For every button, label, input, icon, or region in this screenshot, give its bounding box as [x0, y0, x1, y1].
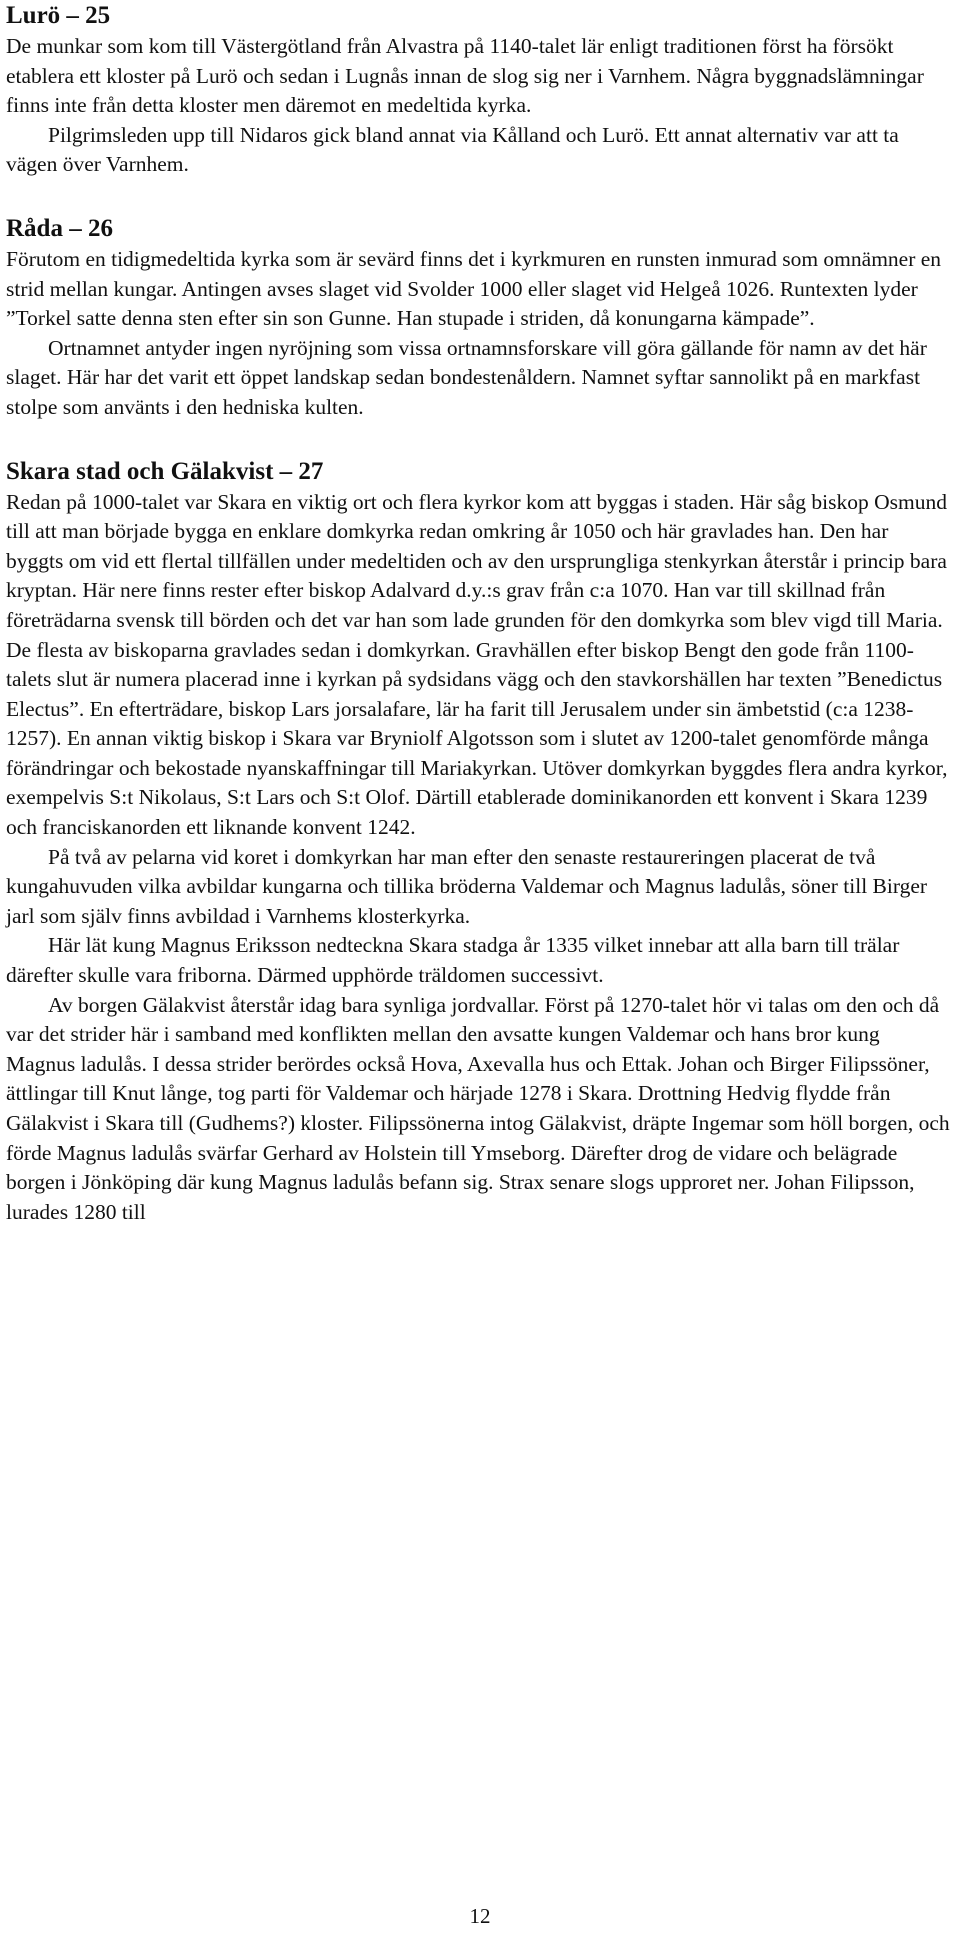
paragraph: Pilgrimsleden upp till Nidaros gick bland annat via Kålland och Lurö. Ett annat alternativ var att ta vägen över Varnhem. — [6, 122, 899, 177]
section-heading: Råda – 26 — [6, 214, 113, 242]
paragraph: På två av pelarna vid koret i domkyrkan har man efter den senaste restaureringen placerat de två kungahuvuden vilka avbildar kungarna och tillika bröderna Valdemar och Magnus ladulås, söner till Birger jarl som själv finns avbildad i Varnhems klosterkyrka. — [6, 844, 928, 928]
section-skara — [6, 456, 950, 1228]
section-gap — [6, 423, 950, 456]
paragraph: Ortnamnet antyder ingen nyröjning som vissa ortnamnsforskare vill göra gällande för namn av det här slaget. Här har det varit ett öppet landskap sedan bondestenåldern. Namnet syftar sannolikt på en markfast stolpe som använts i den hedniska kulten. — [6, 335, 927, 419]
paragraph: De munkar som kom till Västergötland från Alvastra på 1140-talet lär enligt traditionen först ha försökt etablera ett kloster på Lurö och sedan i Lugnås innan de slog sig ner i Varnhem. Några byggnadslämningar finns inte från detta kloster men däremot en medeltida kyrka. — [6, 34, 924, 118]
paragraph: Förutom en tidigmedeltida kyrka som är sevärd finns det i kyrkmuren en runsten inmurad som omnämner en strid mellan kungar. Antingen avses slaget vid Svolder 1000 eller slaget vid Helgeå 1026. Runtexten lyder ”Torkel satte denna sten efter sin son Gunne. Han stupade i striden, då konungarna kämpade”. — [6, 246, 942, 331]
section-luro — [6, 0, 950, 180]
section-heading: Lurö – 25 — [6, 2, 111, 29]
page-number: 12 — [469, 1904, 491, 1928]
paragraph: Av borgen Gälakvist återstår idag bara synliga jordvallar. Först på 1270-talet hör vi talas om den och då var det strider här i samband med konflikten mellan den avsatte kungen Valdemar och hans bror kung Magnus ladulås. I dessa strider berördes också Hova, Axevalla hus och Ettak. Johan och Birger Filipssöner, ättlingar till Knut långe, tog parti för Valdemar och härjade 1278 i Skara. Drottning Hedvig flydde från Gälakvist i Skara till (Gudhems?) kloster. Filipssönerna intog Gälakvist, dräpte Ingemar som höll borgen, och förde Magnus ladulås svärfar Gerhard av Holstein till Ymseborg. Därefter drog de vidare och belägrade borgen i Jönköping där kung Magnus ladulås befann sig. Strax senare slogs upproret ner. Johan Filipsson, lurades 1280 till — [6, 992, 950, 1224]
section-rada — [6, 213, 950, 423]
section-heading: Skara stad och Gälakvist – 27 — [6, 457, 324, 485]
paragraph: Redan på 1000-talet var Skara en viktig ort och flera kyrkor kom att byggas i staden. Här såg biskop Osmund till att man började bygga en enklare domkyrka redan omkring år 1050 och här gravlades han. Den har byggts om vid ett flertal tillfällen under medeltiden och av den ursprungliga stenkyrkan återstår i princip bara kryptan. Här nere finns rester efter biskop Adalvard d.y.:s grav från c:a 1070. Han var till skillnad från företrädarna svensk till börden och det var han som lade grunden för den domkyrka som blev vigd till Maria. De flesta av biskoparna gravlades sedan i domkyrkan. Gravhällen efter biskop Bengt den gode från 1100-talets slut är numera placerad inne i kyrkan på sydsidans vägg och den stavkorshällen har texten ”Benedictus Electus”. En efterträdare, biskop Lars jorsalafare, lär ha farit till Jerusalem under sin ämbetstid (c:a 1238-1257). En annan viktig biskop i Skara var Bryniolf Algotsson som i slutet av 1200-talet genomförde många förändringar och bekostade nyanskaffningar till Mariakyrkan. Utöver domkyrkan byggdes flera andra kyrkor, exempelvis S:t Nikolaus, S:t Lars och S:t Olof. Därtill etablerade dominikanorden ett konvent i Skara 1239 och franciskanorden ett liknande konvent 1242. — [6, 489, 948, 840]
document-page — [6, 0, 950, 1227]
paragraph: Här lät kung Magnus Eriksson nedteckna Skara stadga år 1335 vilket innebar att alla barn till trälar därefter skulle vara friborna. Därmed upphörde träldomen successivt. — [6, 933, 900, 988]
section-gap — [6, 180, 950, 213]
